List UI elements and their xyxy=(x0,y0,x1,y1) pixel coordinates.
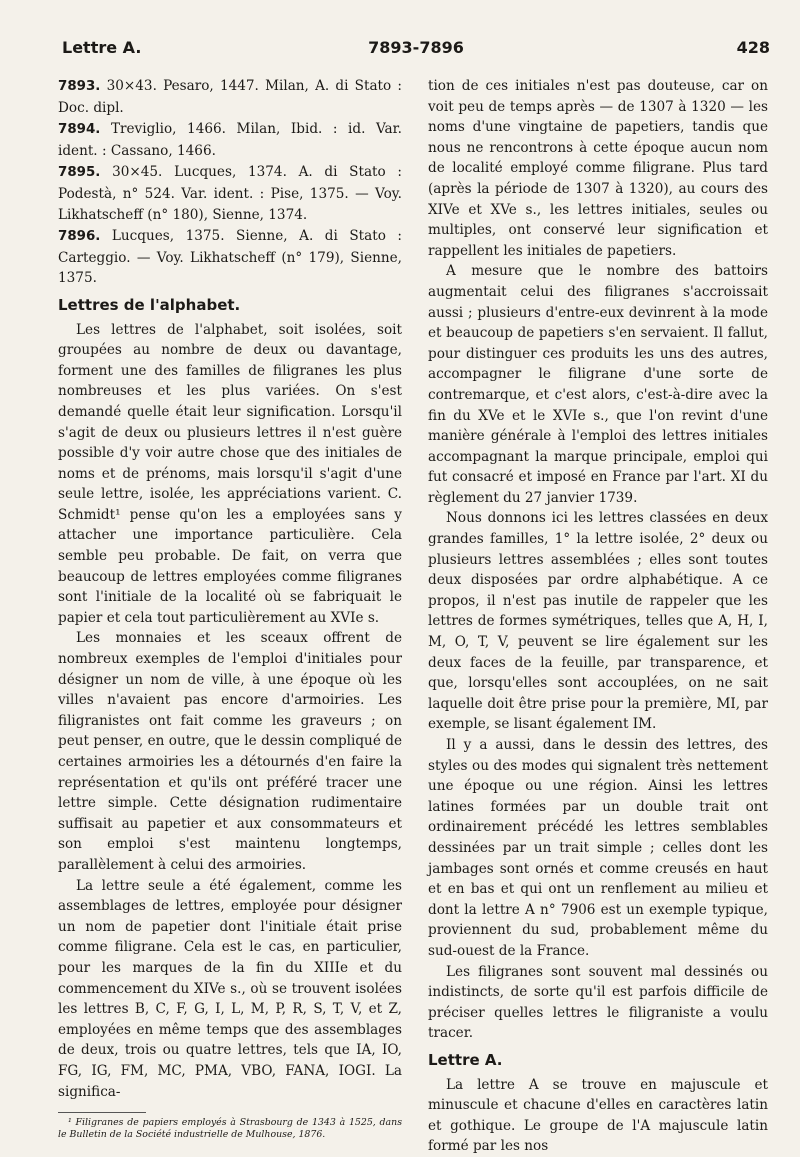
entry-number: 7895. xyxy=(58,165,101,181)
entry-text: 30×45. Lucques, 1374. A. di Stato : Podestà, n° 524. Var. ident. : Pise, 1375. — Voy. Likhatscheff (n° 180), Sienne, 1374. xyxy=(58,164,402,223)
entry-7894 xyxy=(58,119,402,161)
section-heading-alphabet: Lettres de l'alphabet. xyxy=(58,295,241,314)
paragraph: La lettre A se trouve en majuscule et minuscule et chacune d'elles en caractères latin et gothique. Le groupe de l'A majuscule latin formé par les nos xyxy=(428,1076,768,1155)
header-entry-range: 7893-7896 xyxy=(368,38,464,57)
paragraph: Les monnaies et les sceaux offrent de nombreux exemples de l'emploi d'initiales pour désigner un nom de ville, à une époque où les villes n'avaient pas encore d'armoiries. Les filigranistes ont fait comme les graveurs ; on peut penser, en outre, que le dessin compliqué de certaines armoiries les a détournés d'en faire la représentation et qu'ils ont préféré tracer une lettre simple. Cette désignation rudimentaire suffisait au papetier et aux consommateurs et son emploi s'est maintenu longtemps, parallèlement à celui des armoiries. xyxy=(58,630,402,873)
paragraph: Les lettres de l'alphabet, soit isolées, soit groupées au nombre de deux ou davantage, forment une des familles de filigranes les plus nombreuses et les plus variées. On s'est demandé quelle était leur signification. Lorsqu'il s'agit de deux ou plusieurs lettres il n'est guère possible d'y voir autre chose que des initiales de noms et de prénoms, mais lorsqu'il s'agit d'une seule lettre, isolée, les appréciations varient. C. Schmidt¹ pense qu'on les a employées sans y attacher une importance particulière. Cela semble peu probable. De fait, on verra que beaucoup de lettres employées comme filigranes sont l'initiale de la localité où se fabriquait le papier et cela tout particulièrement au XVIe s. xyxy=(58,321,402,626)
footnote: ¹ Filigranes de papiers employés à Strasbourg de 1343 à 1525, dans le Bulletin de la Société industrielle de Mulhouse, 1876. xyxy=(58,1117,402,1141)
entry-7895 xyxy=(58,162,402,225)
paragraph: A mesure que le nombre des battoirs augmentait celui des filigranes s'accroissait aussi ; plusieurs d'entre-eux devinrent à la mode et beaucoup de papetiers s'en servaient. Il fallut, pour distinguer ces produits les uns des autres, accompagner le filigrane d'une sorte de contremarque, et c'est alors, c'est-à-dire avec la fin du XVe et le XVIe s., que l'on revint d'une manière générale à l'emploi des lettres initiales accompagnant la marque principale, emploi qui fut consacré et imposé en France par l'art. XI du règlement du 27 janvier 1739. xyxy=(428,263,768,506)
section-heading-lettre-a: Lettre A. xyxy=(428,1050,503,1069)
entry-7893 xyxy=(58,76,402,118)
left-column xyxy=(58,76,402,1141)
entry-text: 30×43. Pesaro, 1447. Milan, A. di Stato : Doc. dipl. xyxy=(58,78,402,116)
running-header xyxy=(62,38,770,64)
entry-number: 7893. xyxy=(58,79,101,94)
header-section-title: Lettre A. xyxy=(62,38,142,57)
entry-number: 7896. xyxy=(58,229,101,245)
page-number: 428 xyxy=(736,38,770,57)
entry-text: Treviglio, 1466. Milan, Ibid. : id. Var. ident. : Cassano, 1466. xyxy=(58,121,402,159)
paragraph-continuation: tion de ces initiales n'est pas douteuse, car on voit peu de temps après — de 1307 à 1320 — les noms d'une vingtaine de papetiers, tandis que nous ne rencontrons à cette époque aucun nom de localité employé comme filigrane. Plus tard (après la période de 1307 à 1320), au cours des XIVe et XVe s., les lettres initiales, seules ou multiples, ont conservé leur signification et rappellent les initiales de papetiers. xyxy=(428,78,768,259)
paragraph: Les filigranes sont souvent mal dessinés ou indistincts, de sorte qu'il est parfois difficile de préciser quelles lettres le filigraniste a voulu tracer. xyxy=(428,963,768,1042)
entry-7896 xyxy=(58,226,402,289)
entry-number: 7894. xyxy=(58,122,101,138)
paragraph: La lettre seule a été également, comme les assemblages de lettres, employée pour désigner un nom de papetier dont l'initiale était prise comme filigrane. Cela est le cas, en particulier, pour les marques de la fin du XIIIe et du commencement du XIVe s., où se trouvent isolées les lettres B, C, F, G, I, L, M, P, R, S, T, V, et Z, employées en même temps que des assemblages de deux, trois ou quatre lettres, tels que IA, IO, FG, IG, FM, MC, PMA, VBO, FANA, IOGI. La significa- xyxy=(58,877,402,1100)
paragraph: Il y a aussi, dans le dessin des lettres, des styles ou des modes qui signalent très nettement une époque ou une région. Ainsi les lettres latines formées par un double trait ont ordinairement précédé les lettres semblables dessinées par un trait simple ; celles dont les jambages sont ornés et comme creusés en haut et en bas et qui ont un renflement au milieu et dont la lettre A n° 7906 est un exemple typique, proviennent du sud, probablement même du sud-ouest de la France. xyxy=(428,737,768,959)
right-column xyxy=(428,76,768,1157)
paragraph: Nous donnons ici les lettres classées en deux grandes familles, 1° la lettre isolée, 2° deux ou plusieurs lettres assemblées ; elles sont toutes deux disposées par ordre alphabétique. A ce propos, il n'est pas inutile de rappeler que les lettres de formes symétriques, telles que A, H, I, M, O, T, V, peuvent se lire également sur les deux faces de la feuille, par transparence, et que, lorsqu'elles sont accouplées, on ne sait laquelle doit être prise pour la première, MI, par exemple, se lisant également IM. xyxy=(428,510,768,733)
entry-text: Lucques, 1375. Sienne, A. di Stato : Carteggio. — Voy. Likhatscheff (n° 179), Sienne, 1375. xyxy=(58,228,402,287)
footnote-divider xyxy=(58,1112,146,1113)
